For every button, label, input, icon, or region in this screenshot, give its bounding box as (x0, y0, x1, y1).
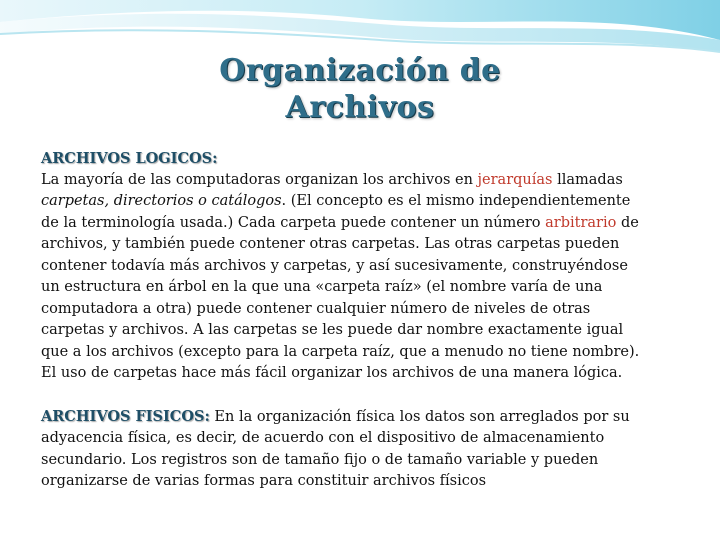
logicos-text-1: La mayoría de las computadoras organizan los archivos en (41, 171, 478, 188)
fisicos-text: En la organización física los datos son arreglados por su adyacencia física, es decir, de acuerdo con el dispositivo de almacenamiento secundario. Los registros son de tamaño fijo o de tamaño variable y pueden organizarse de varias formas para constituir archivos físicos (41, 408, 630, 489)
logicos-heading: ARCHIVOS LOGICOS: (41, 150, 218, 167)
fisicos-heading: ARCHIVOS FISICOS: (41, 407, 210, 425)
logicos-italic-terms: carpetas, directorios o catálogos (41, 193, 282, 209)
title-line-1: Organización de (219, 53, 501, 88)
logicos-text-4: de archivos, y también puede contener otras carpetas. Las otras carpetas pueden contener todavía más archivos y carpetas, y así sucesivamente, construyéndose un estructura en árbol en la que una «carpeta raíz» (el nombre varía de una computadora a otra) puede contener cualquier número de niveles de otras carpetas y archivos. A las carpetas se les puede dar nombre exactamente igual que a los archivos (excepto para la carpeta raíz, que a menudo no tiene nombre). El uso de carpetas hace más fácil organizar los archivos de una manera lógica. (41, 214, 640, 381)
page-title (0, 52, 720, 126)
body-content (41, 148, 651, 493)
title-line-2: Archivos (285, 90, 435, 125)
logicos-text-3: . (El concepto es el mismo independientemente de la terminología usada.) Cada carpeta puede contener un número (41, 193, 631, 231)
link-jerarquias[interactable]: jerarquías (477, 171, 553, 188)
logicos-text-2: llamadas (552, 171, 623, 188)
fisicos-paragraph (41, 406, 651, 493)
link-arbitrario[interactable]: arbitrario (545, 214, 617, 231)
logicos-paragraph (41, 148, 651, 385)
